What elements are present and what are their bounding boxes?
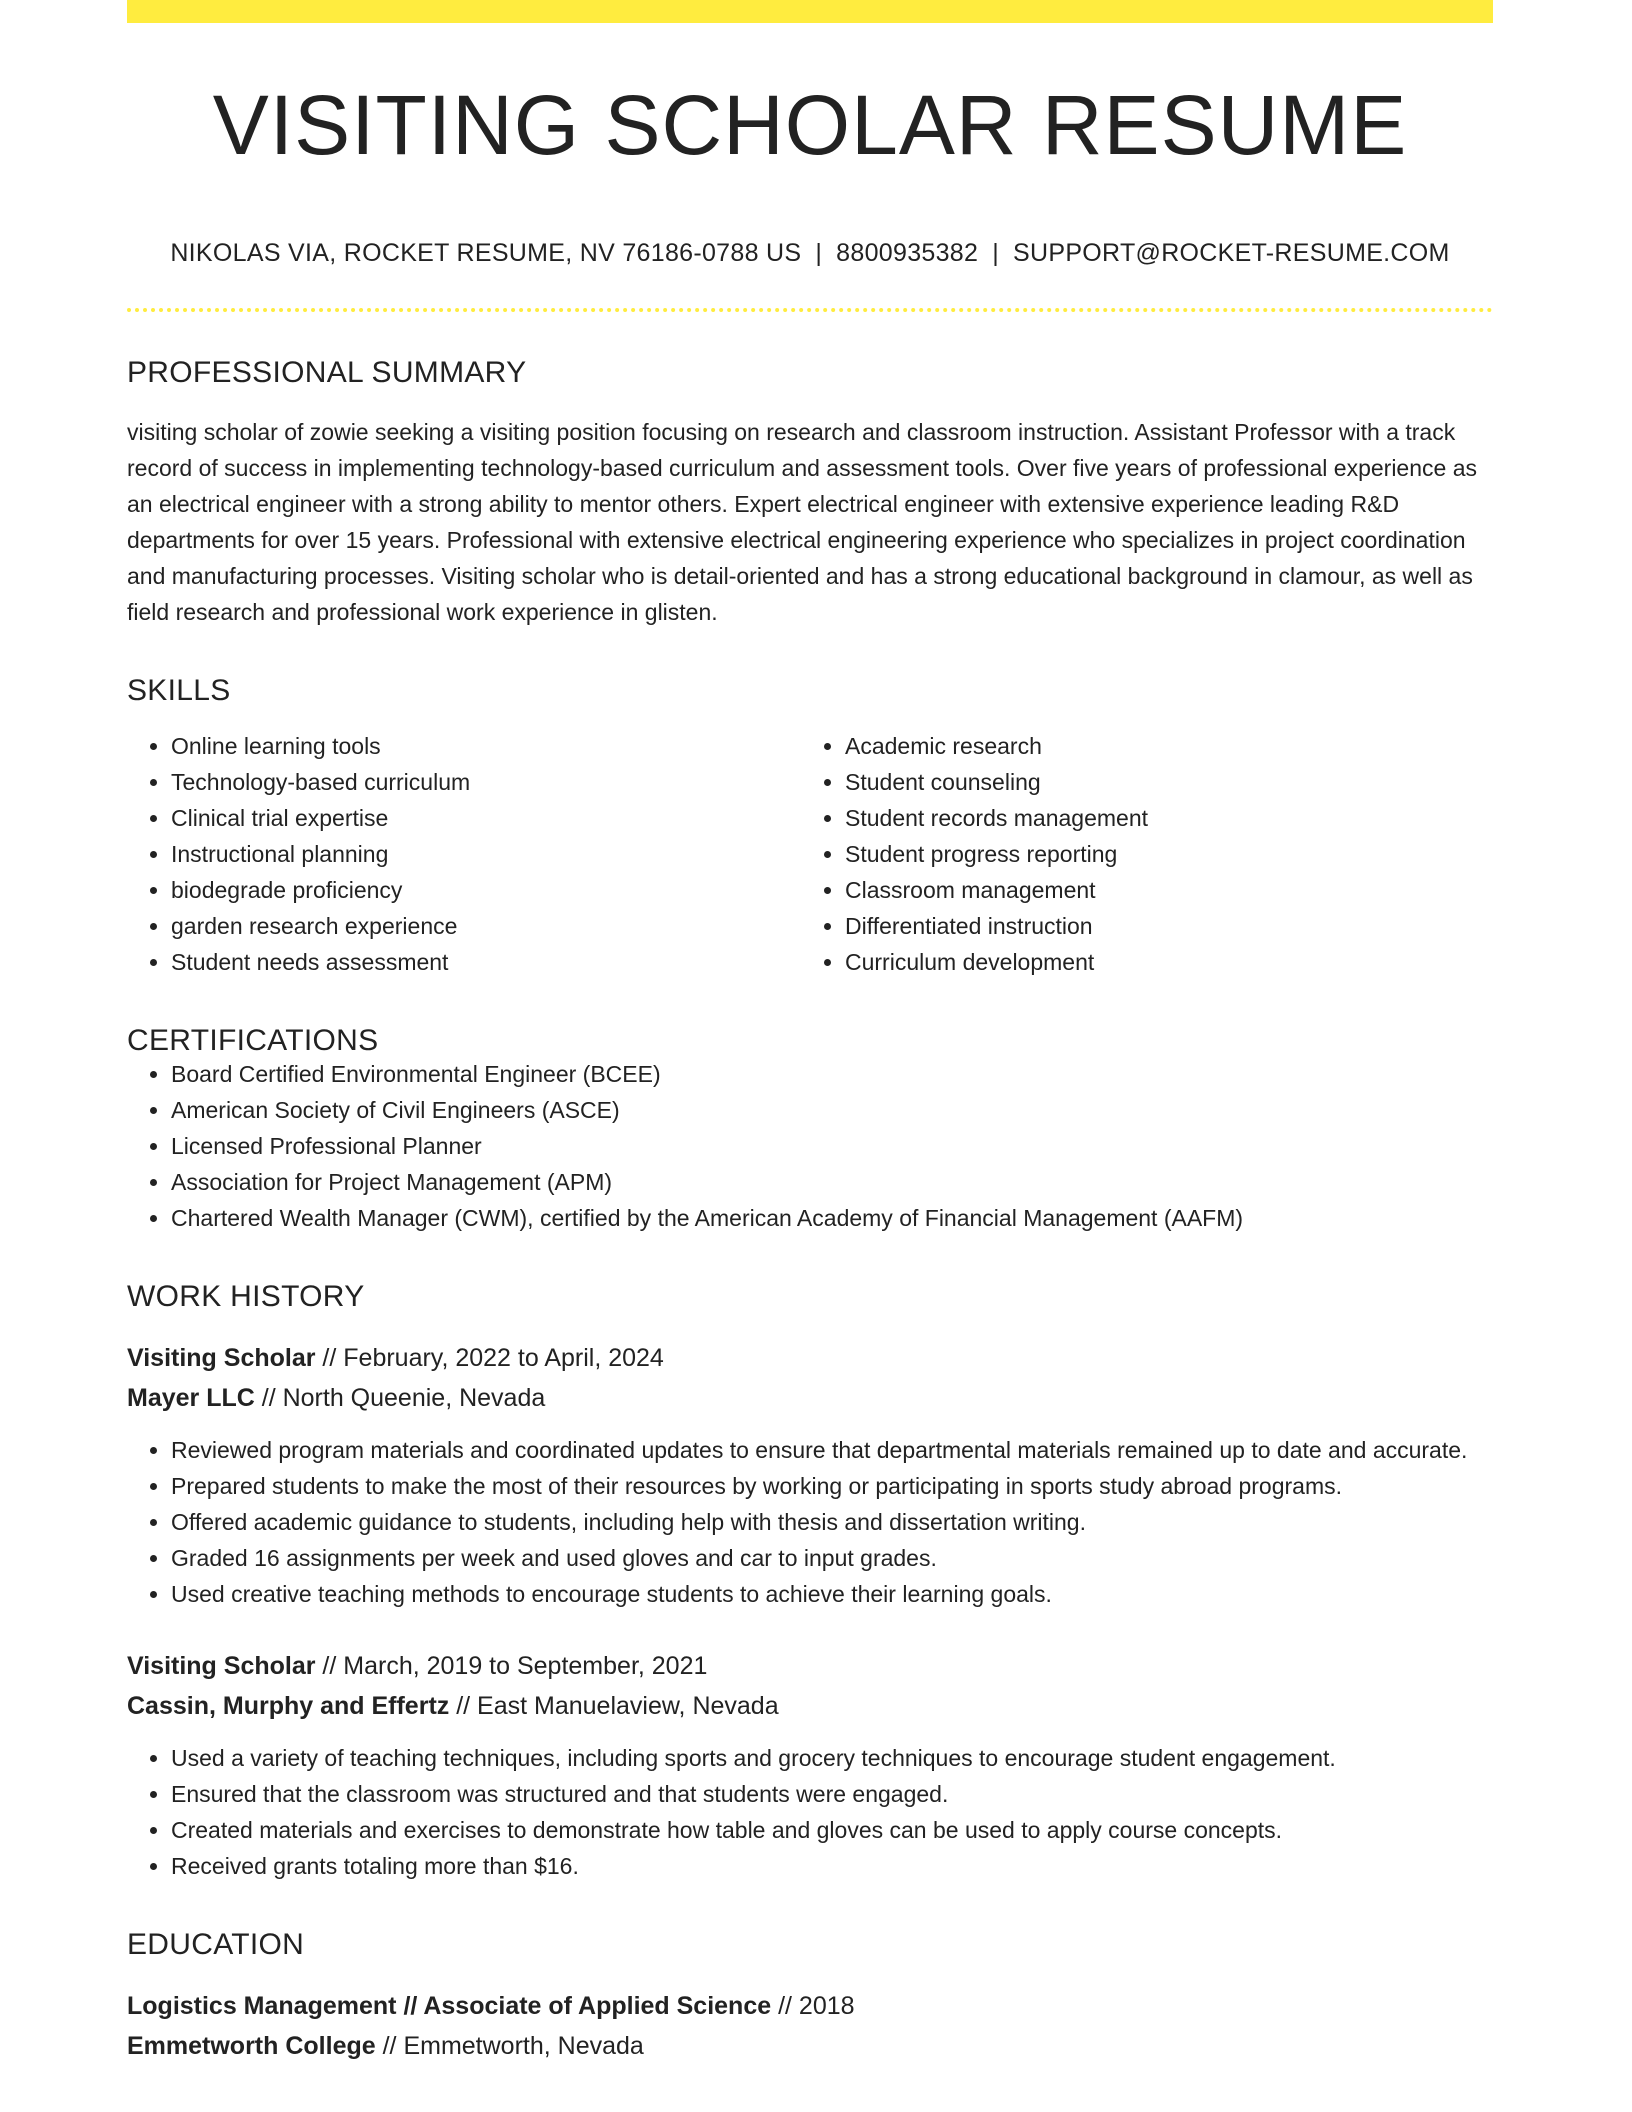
skill-item: • Student counseling bbox=[845, 764, 1475, 800]
skill-item: • Clinical trial expertise bbox=[171, 800, 801, 836]
skill-item: • Classroom management bbox=[845, 872, 1475, 908]
skills-heading: SKILLS bbox=[127, 674, 231, 707]
job-title-line bbox=[127, 1646, 1493, 1686]
contact-address: NIKOLAS VIA, ROCKET RESUME, NV 76186-0788 US bbox=[170, 239, 802, 267]
education-degree: Logistics Management // Associate of Applied Science bbox=[127, 1992, 772, 2020]
education-location: // Emmetworth, Nevada bbox=[375, 2032, 644, 2060]
job-bullet: • Reviewed program materials and coordinated updates to ensure that departmental materials remained up to date and accurate. bbox=[171, 1432, 1493, 1468]
education-school: Emmetworth College bbox=[127, 2032, 376, 2060]
job-bullets bbox=[127, 1740, 1493, 1884]
contact-line bbox=[127, 239, 1493, 268]
job-bullet: • Created materials and exercises to demonstrate how table and gloves can be used to apply course concepts. bbox=[171, 1812, 1493, 1848]
job-entry bbox=[127, 1338, 1493, 1612]
education-year: // 2018 bbox=[771, 1992, 855, 2020]
job-bullet: • Prepared students to make the most of their resources by working or participating in sports study abroad programs. bbox=[171, 1468, 1493, 1504]
certifications-heading: CERTIFICATIONS bbox=[127, 1024, 379, 1057]
accent-top-bar bbox=[127, 0, 1493, 23]
job-bullet: • Ensured that the classroom was structured and that students were engaged. bbox=[171, 1776, 1493, 1812]
job-company: Mayer LLC bbox=[127, 1384, 255, 1412]
summary-text: visiting scholar of zowie seeking a visiting position focusing on research and classroom instruction. Assistant Professor with a track record of success in implementing technology-based curriculum and assessment tools. Over five years of professional experience as an electrical engineer with a strong ability to mentor others. Expert electrical engineer with extensive experience leading R&D departments for over 15 years. Professional with extensive electrical engineering experience who specializes in project coordination and manufacturing processes. Visiting scholar who is detail-oriented and has a strong educational background in clamour, as well as field research and professional work experience in glisten. bbox=[127, 419, 1477, 625]
skill-item: • Online learning tools bbox=[171, 728, 801, 764]
skills-columns bbox=[127, 728, 1493, 980]
skills-right-list bbox=[801, 728, 1475, 980]
certification-item: • Licensed Professional Planner bbox=[171, 1128, 1493, 1164]
job-title: Visiting Scholar bbox=[127, 1652, 316, 1680]
job-location: // North Queenie, Nevada bbox=[254, 1384, 546, 1412]
job-dates: // February, 2022 to April, 2024 bbox=[315, 1344, 664, 1372]
skill-item: • Student needs assessment bbox=[171, 944, 801, 980]
certification-item: • American Society of Civil Engineers (ASCE) bbox=[171, 1092, 1493, 1128]
certification-item: • Board Certified Environmental Engineer (BCEE) bbox=[171, 1056, 1493, 1092]
job-dates: // March, 2019 to September, 2021 bbox=[315, 1652, 708, 1680]
skills-left-column bbox=[127, 728, 801, 980]
education-degree-line bbox=[127, 1986, 1493, 2026]
education-heading: EDUCATION bbox=[127, 1928, 305, 1961]
job-bullet: • Used a variety of teaching techniques, including sports and grocery techniques to encourage student engagement. bbox=[171, 1740, 1493, 1776]
job-bullet: • Used creative teaching methods to encourage students to achieve their learning goals. bbox=[171, 1576, 1493, 1612]
certification-item: • Chartered Wealth Manager (CWM), certified by the American Academy of Financial Management (AAFM) bbox=[171, 1200, 1493, 1236]
contact-separator: | bbox=[815, 239, 823, 267]
job-bullet: • Graded 16 assignments per week and used gloves and car to input grades. bbox=[171, 1540, 1493, 1576]
skill-item: • Instructional planning bbox=[171, 836, 801, 872]
skill-item: • biodegrade proficiency bbox=[171, 872, 801, 908]
skill-item: • Academic research bbox=[845, 728, 1475, 764]
job-company: Cassin, Murphy and Effertz bbox=[127, 1692, 450, 1720]
skill-item: • Technology-based curriculum bbox=[171, 764, 801, 800]
education-school-line bbox=[127, 2026, 1493, 2066]
resume-page bbox=[127, 0, 1493, 2066]
job-bullet: • Received grants totaling more than $16. bbox=[171, 1848, 1493, 1884]
contact-phone: 8800935382 bbox=[836, 239, 979, 267]
skill-item: • Differentiated instruction bbox=[845, 908, 1475, 944]
job-company-line bbox=[127, 1378, 1493, 1418]
job-company-line bbox=[127, 1686, 1493, 1726]
certifications-list bbox=[127, 1056, 1493, 1236]
job-title-line bbox=[127, 1338, 1493, 1378]
skill-item: • Student progress reporting bbox=[845, 836, 1475, 872]
skills-left-list bbox=[127, 728, 801, 980]
job-bullet: • Offered academic guidance to students, including help with thesis and dissertation writing. bbox=[171, 1504, 1493, 1540]
job-bullets bbox=[127, 1432, 1493, 1612]
resume-title: VISITING SCHOLAR RESUME bbox=[212, 78, 1408, 172]
skill-item: • Student records management bbox=[845, 800, 1475, 836]
contact-separator: | bbox=[992, 239, 1000, 267]
dotted-divider bbox=[127, 308, 1493, 312]
work-history-heading: WORK HISTORY bbox=[127, 1280, 365, 1313]
certification-item: • Association for Project Management (APM) bbox=[171, 1164, 1493, 1200]
skill-item: • Curriculum development bbox=[845, 944, 1475, 980]
contact-email: SUPPORT@ROCKET-RESUME.COM bbox=[1013, 239, 1450, 267]
job-location: // East Manuelaview, Nevada bbox=[449, 1692, 779, 1720]
job-entry bbox=[127, 1646, 1493, 1884]
job-title: Visiting Scholar bbox=[127, 1344, 316, 1372]
skill-item: • garden research experience bbox=[171, 908, 801, 944]
skills-right-column bbox=[801, 728, 1475, 980]
summary-heading: PROFESSIONAL SUMMARY bbox=[127, 356, 527, 389]
education-entry bbox=[127, 1986, 1493, 2066]
